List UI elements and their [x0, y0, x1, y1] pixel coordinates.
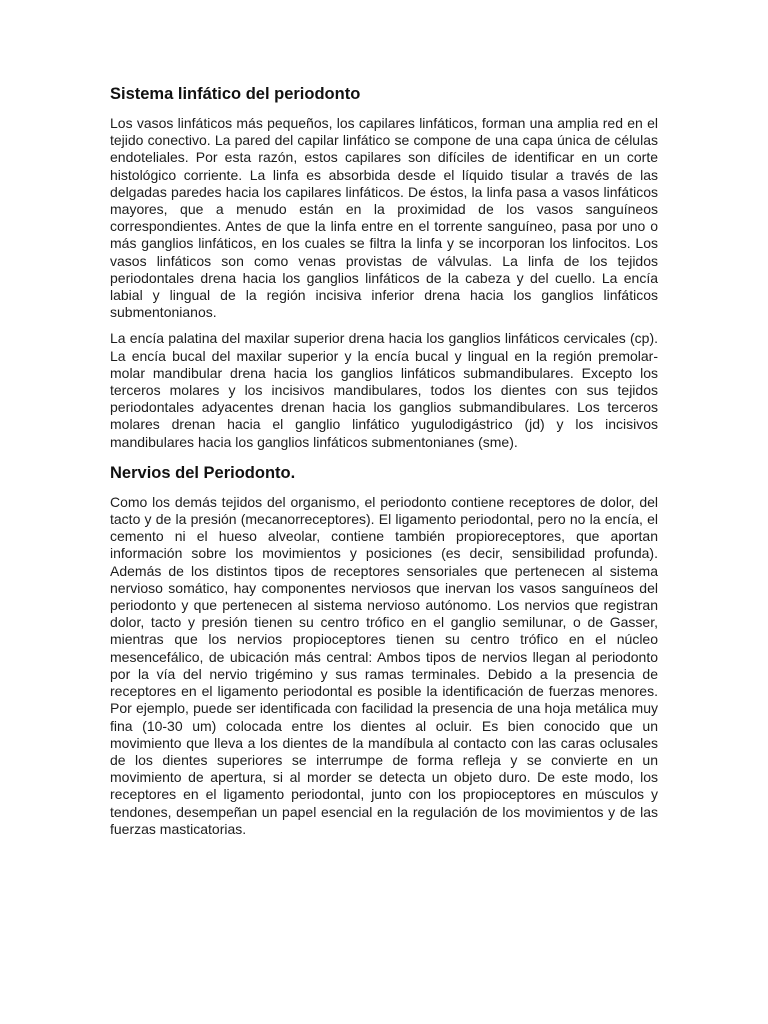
section-title-lymphatic: Sistema linfático del periodonto: [110, 85, 361, 103]
paragraph-lymphatic-2: La encía palatina del maxilar superior drena hacia los ganglios linfáticos cervicales (cp). La encía bucal del maxilar superior y la encía bucal y lingual en la región premolar-molar mandibular drena hacia los ganglios linfáticos submandibulares. Excepto los terceros molares y los incisivos mandibulares, todos los dientes con sus tejidos periodontales adyacentes drenan hacia los ganglios submandibulares. Los terceros molares drenan hacia el ganglio linfático yugulodigástrico (jd) y los incisivos mandibulares hacia los ganglios linfáticos submentonianes (sme).: [110, 330, 658, 450]
paragraph-lymphatic-1: Los vasos linfáticos más pequeños, los capilares linfáticos, forman una amplia red en el tejido conectivo. La pared del capilar linfático se compone de una capa única de células endoteliales. Por esta razón, estos capilares son difíciles de identificar en un corte histológico corriente. La linfa es absorbida desde el líquido tisular a través de las delgadas paredes hacia los capilares linfáticos. De éstos, la linfa pasa a vasos linfáticos mayores, que a menudo están en la proximidad de los vasos sanguíneos correspondientes. Antes de que la linfa entre en el torrente sanguíneo, pasa por uno o más ganglios linfáticos, en los cuales se filtra la linfa y se incorporan los linfocitos. Los vasos linfáticos son como venas provistas de válvulas. La linfa de los tejidos periodontales drena hacia los ganglios linfáticos de la cabeza y del cuello. La encía labial y lingual de la región incisiva inferior drena hacia los ganglios linfáticos submentonianos.: [110, 115, 658, 321]
document-page: [110, 84, 658, 838]
section-title-nerves: Nervios del Periodonto.: [110, 463, 296, 482]
paragraph-nerves-1: Como los demás tejidos del organismo, el periodonto contiene receptores de dolor, del tacto y de la presión (mecanorreceptores). El ligamento periodontal, pero no la encía, el cemento ni el hueso alveolar, contiene también propioreceptores, que aportan información sobre los movimientos y posiciones (es decir, sensibilidad profunda). Además de los distintos tipos de receptores sensoriales que pertenecen al sistema nervioso somático, hay componentes nerviosos que inervan los vasos sanguíneos del periodonto y que pertenecen al sistema nervioso autónomo. Los nervios que registran dolor, tacto y presión tienen su centro trófico en el ganglio semilunar, o de Gasser, mientras que los nervios propioceptores tienen su centro trófico en el núcleo mesencefálico, de ubicación más central: Ambos tipos de nervios llegan al periodonto por la vía del nervio trigémino y sus ramas terminales. Debido a la presencia de receptores en el ligamento periodontal es posible la identificación de fuerzas menores. Por ejemplo, puede ser identificada con facilidad la presencia de una hoja metálica muy fina (10-30 um) colocada entre los dientes al ocluir. Es bien conocido que un movimiento que lleva a los dientes de la mandíbula al contacto con las caras oclusales de los dientes superiores se interrumpe de forma refleja y se convierte en un movimiento de apertura, si al morder se detecta un objeto duro. De este modo, los receptores en el ligamento periodontal, junto con los propioceptores en músculos y tendones, desempeñan un papel esencial en la regulación de los movimientos y de las fuerzas masticatorias.: [110, 493, 658, 837]
